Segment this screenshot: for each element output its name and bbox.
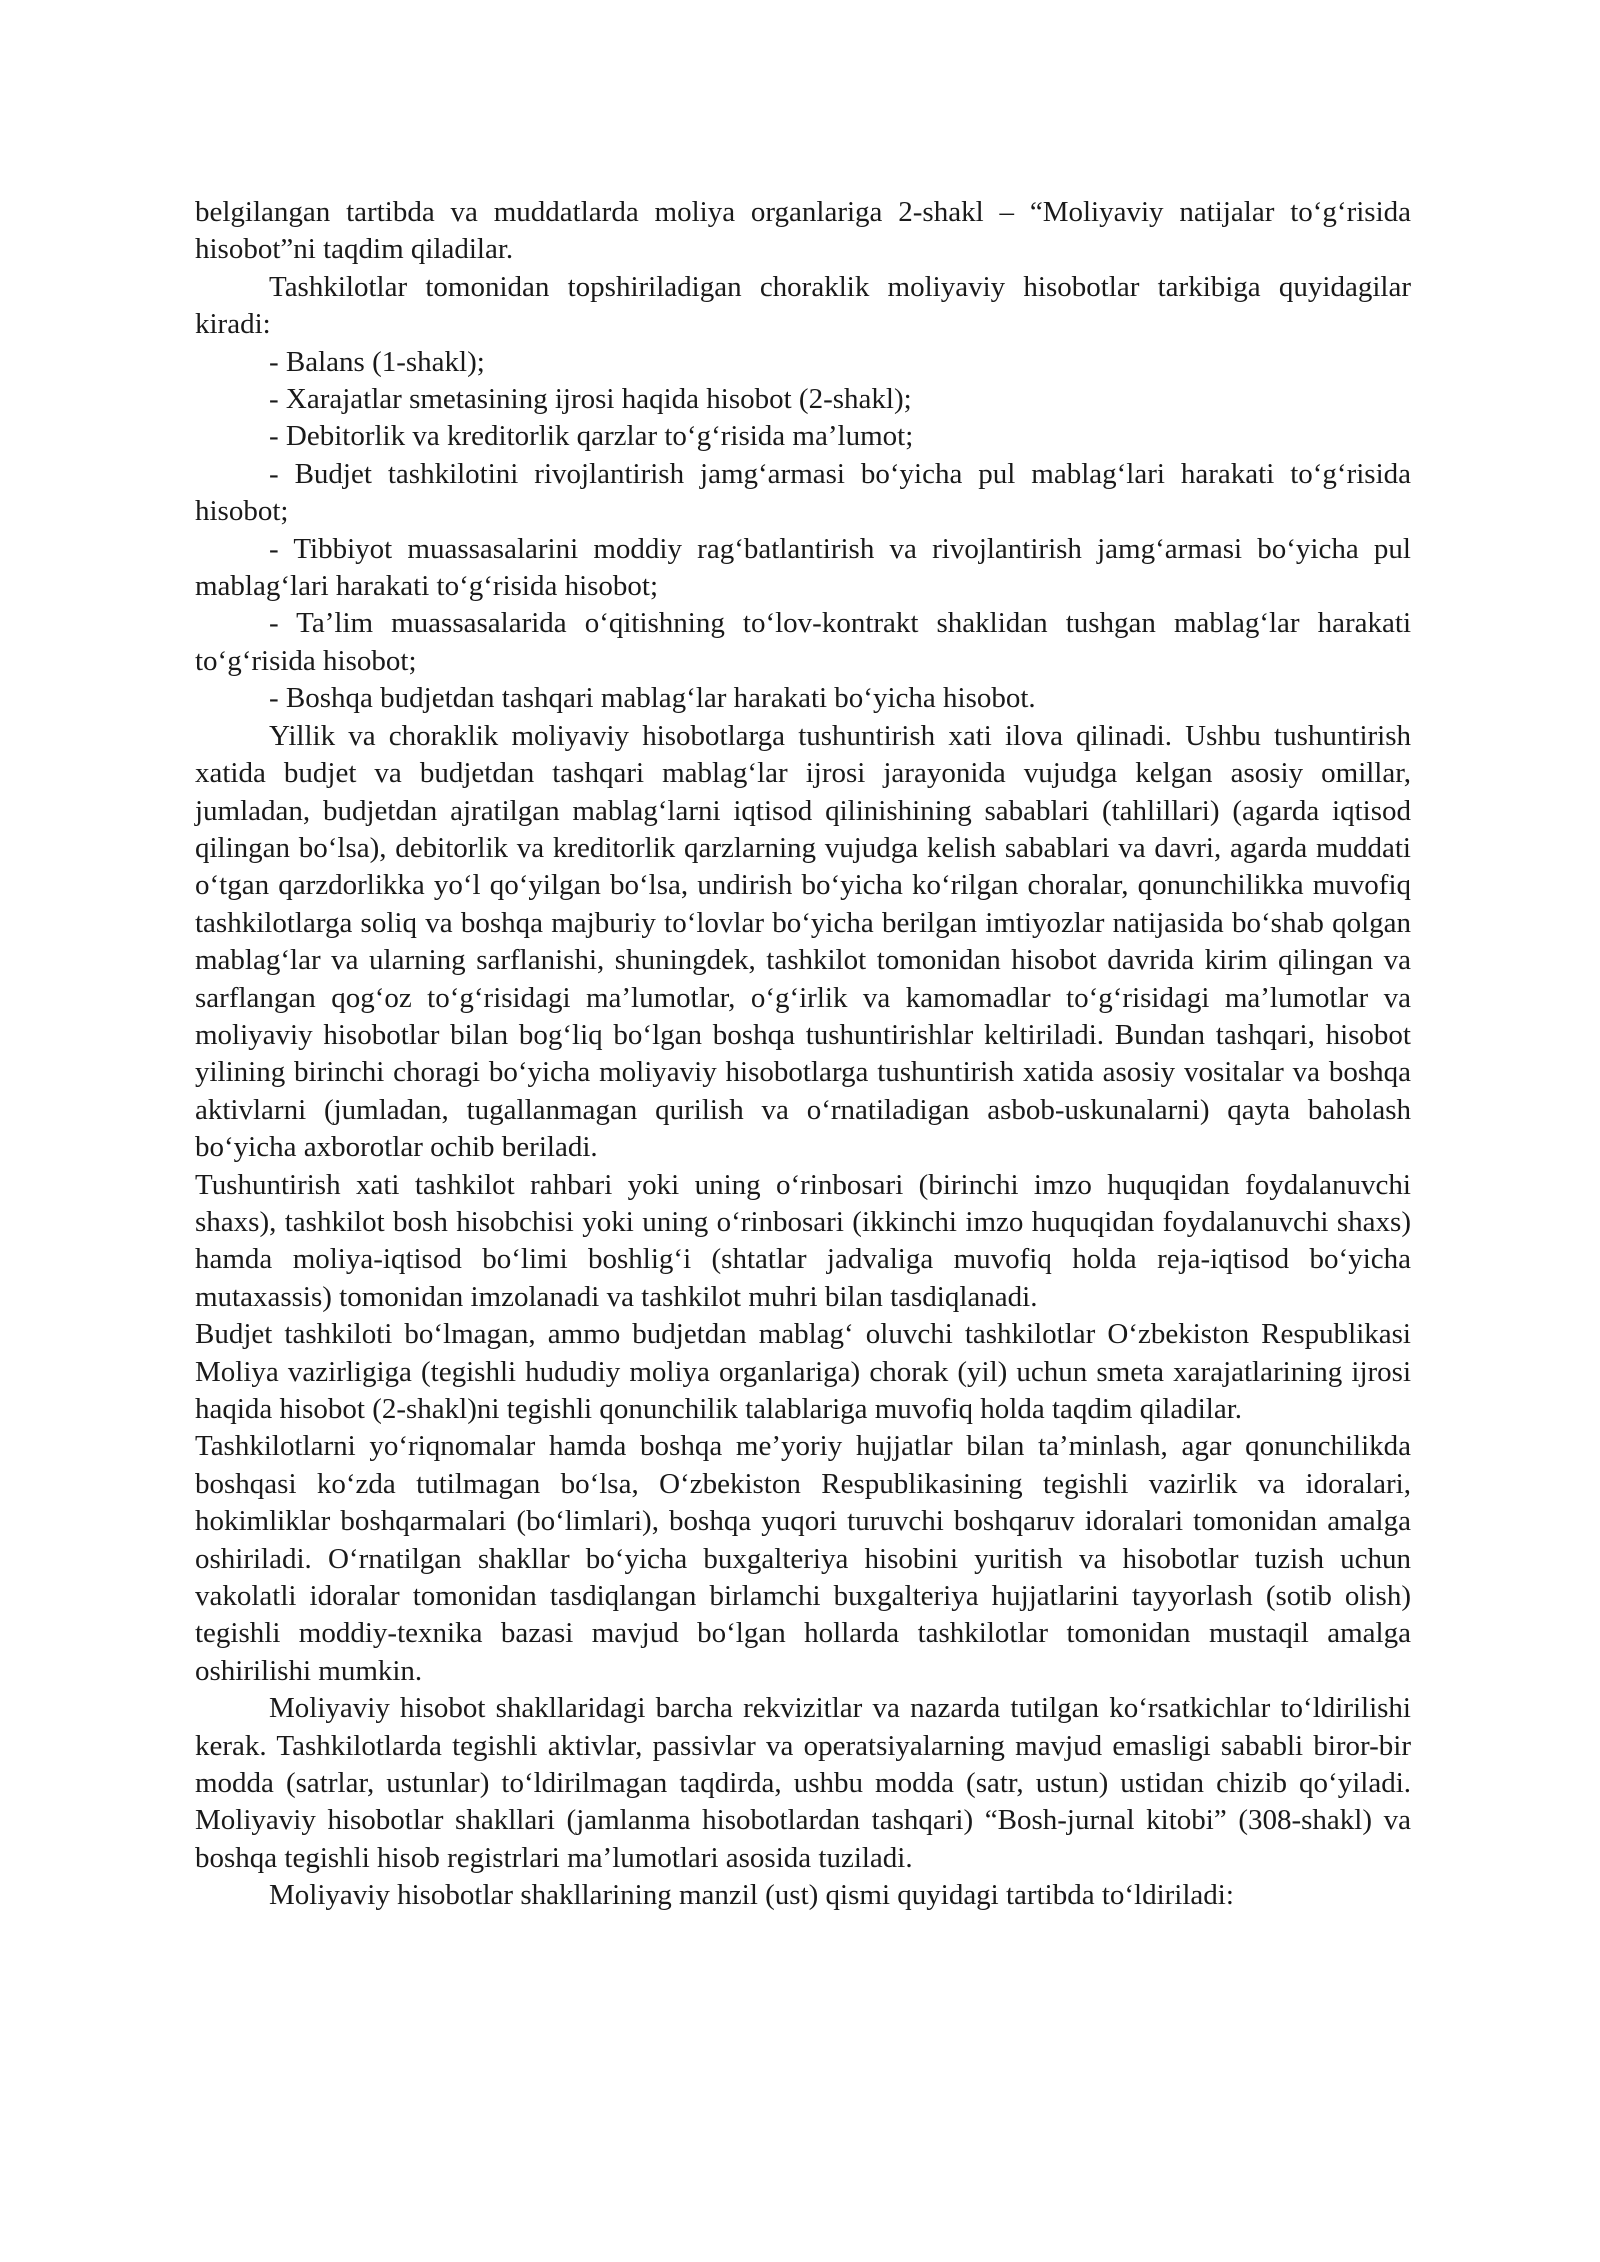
list-item: - Balans (1-shakl); <box>269 345 485 378</box>
list-item: - Boshqa budjetdan tashqari mablag‘lar harakati bo‘yicha hisobot. <box>269 682 1036 715</box>
paragraph: Moliyaviy hisobotlar shakllarining manzil (ust) qismi quyidagi tartibda to‘ldiriladi: <box>269 1879 1234 1912</box>
paragraph: Tashkilotlarni yo‘riqnomalar hamda boshqa me’yoriy hujjatlar bilan ta’minlash, agar qonunchilikda boshqasi ko‘zda tutilmagan bo‘lsa, O‘zbekiston Respublikasining tegishli vazirlik va idoralari, hokimliklar boshqarmalari (bo‘limlari), boshqa yuqori turuvchi boshqaruv idoralari tomonidan amalga oshiriladi. O‘rnatilgan shakllar bo‘yicha buxgalteriya hisobini yuritish va hisobotlar tuzish uchun vakolatli idoralar tomonidan tasdiqlangan birlamchi buxgalteriya hujjatlarini tayyorlash (sotib olish) tegishli moddiy-texnika bazasi mavjud bo‘lgan hollarda tashkilotlar tomonidan mustaqil amalga oshirilishi mumkin. <box>195 1430 1411 1687</box>
paragraph: Tashkilotlar tomonidan topshiriladigan choraklik moliyaviy hisobotlar tarkibiga quyidagilar kiradi: <box>195 270 1411 341</box>
list-item: - Xarajatlar smetasining ijrosi haqida hisobot (2-shakl); <box>269 383 912 416</box>
paragraph: Tushuntirish xati tashkilot rahbari yoki uning o‘rinbosari (birinchi imzo huquqidan foydalanuvchi shaxs), tashkilot bosh hisobchisi yoki uning o‘rinbosari (ikkinchi imzo huquqidan foydalanuvchi shaxs) hamda moliya-iqtisod bo‘limi boshlig‘i (shtatlar jadvaliga muvofiq holda reja-iqtisod bo‘yicha mutaxassis) tomonidan imzolanadi va tashkilot muhri bilan tasdiqlanadi. <box>195 1168 1411 1313</box>
list-item: - Budjet tashkilotini rivojlantirish jamg‘armasi bo‘yicha pul mablag‘lari harakati to‘g‘risida hisobot; <box>195 457 1411 528</box>
paragraph: Yillik va choraklik moliyaviy hisobotlarga tushuntirish xati ilova qilinadi. Ushbu tushuntirish xatida budjet va budjetdan tashqari mablag‘lar ijrosi jarayonida vujudga kelgan asosiy omillar, jumladan, budjetdan ajratilgan mablag‘larni iqtisod qilinishining sabablari (tahlillari) (agarda iqtisod qilingan bo‘lsa), debitorlik va kreditorlik qarzlarning vujudga kelish sabablari va davri, agarda muddati o‘tgan qarzdorlikka yo‘l qo‘yilgan bo‘lsa, undirish bo‘yicha ko‘rilgan choralar, qonunchilikka muvofiq tashkilotlarga soliq va boshqa majburiy to‘lovlar bo‘yicha berilgan imtiyozlar natijasida bo‘shab qolgan mablag‘lar va ularning sarflanishi, shuningdek, tashkilot tomonidan hisobot davrida kirim qilingan va sarflangan qog‘oz to‘g‘risidagi ma’lumotlar, o‘g‘irlik va kamomadlar to‘g‘risidagi ma’lumotlar va moliyaviy hisobotlar bilan bog‘liq bo‘lgan boshqa tushuntirishlar keltiriladi. Bundan tashqari, hisobot yilining birinchi choragi bo‘yicha moliyaviy hisobotlarga tushuntirish xatida asosiy vositalar va boshqa aktivlarni (jumladan, tugallanmagan qurilish va o‘rnatiladigan asbob-uskunalarni) qayta baholash bo‘yicha axborotlar ochib beriladi. <box>195 719 1411 1164</box>
list-item: - Ta’lim muassasalarida o‘qitishning to‘lov-kontrakt shaklidan tushgan mablag‘lar harakati to‘g‘risida hisobot; <box>195 607 1411 677</box>
document-page <box>195 194 1411 1915</box>
paragraph: belgilangan tartibda va muddatlarda moliya organlariga 2-shakl – “Moliyaviy natijalar to‘g‘risida hisobot”ni taqdim qiladilar. <box>195 196 1411 266</box>
paragraph: Moliyaviy hisobot shakllaridagi barcha rekvizitlar va nazarda tutilgan ko‘rsatkichlar to‘ldirilishi kerak. Tashkilotlarda tegishli aktivlar, passivlar va operatsiyalarning mavjud emasligi sababli biror-bir modda (satrlar, ustunlar) to‘ldirilmagan taqdirda, ushbu modda (satr, ustun) ustidan chizib qo‘yiladi. Moliyaviy hisobotlar shakllari (jamlanma hisobotlardan tashqari) “Bosh-jurnal kitobi” (308-shakl) va boshqa tegishli hisob registrlari ma’lumotlari asosida tuziladi. <box>195 1692 1411 1874</box>
list-item: - Debitorlik va kreditorlik qarzlar to‘g‘risida ma’lumot; <box>269 420 914 453</box>
paragraph: Budjet tashkiloti bo‘lmagan, ammo budjetdan mablag‘ oluvchi tashkilotlar O‘zbekiston Respublikasi Moliya vazirligiga (tegishli hududiy moliya organlariga) chorak (yil) uchun smeta xarajatlarining ijrosi haqida hisobot (2-shakl)ni tegishli qonunchilik talablariga muvofiq holda taqdim qiladilar. <box>195 1318 1411 1425</box>
list-item: - Tibbiyot muassasalarini moddiy rag‘batlantirish va rivojlantirish jamg‘armasi bo‘yicha pul mablag‘lari harakati to‘g‘risida hisobot; <box>195 532 1411 603</box>
